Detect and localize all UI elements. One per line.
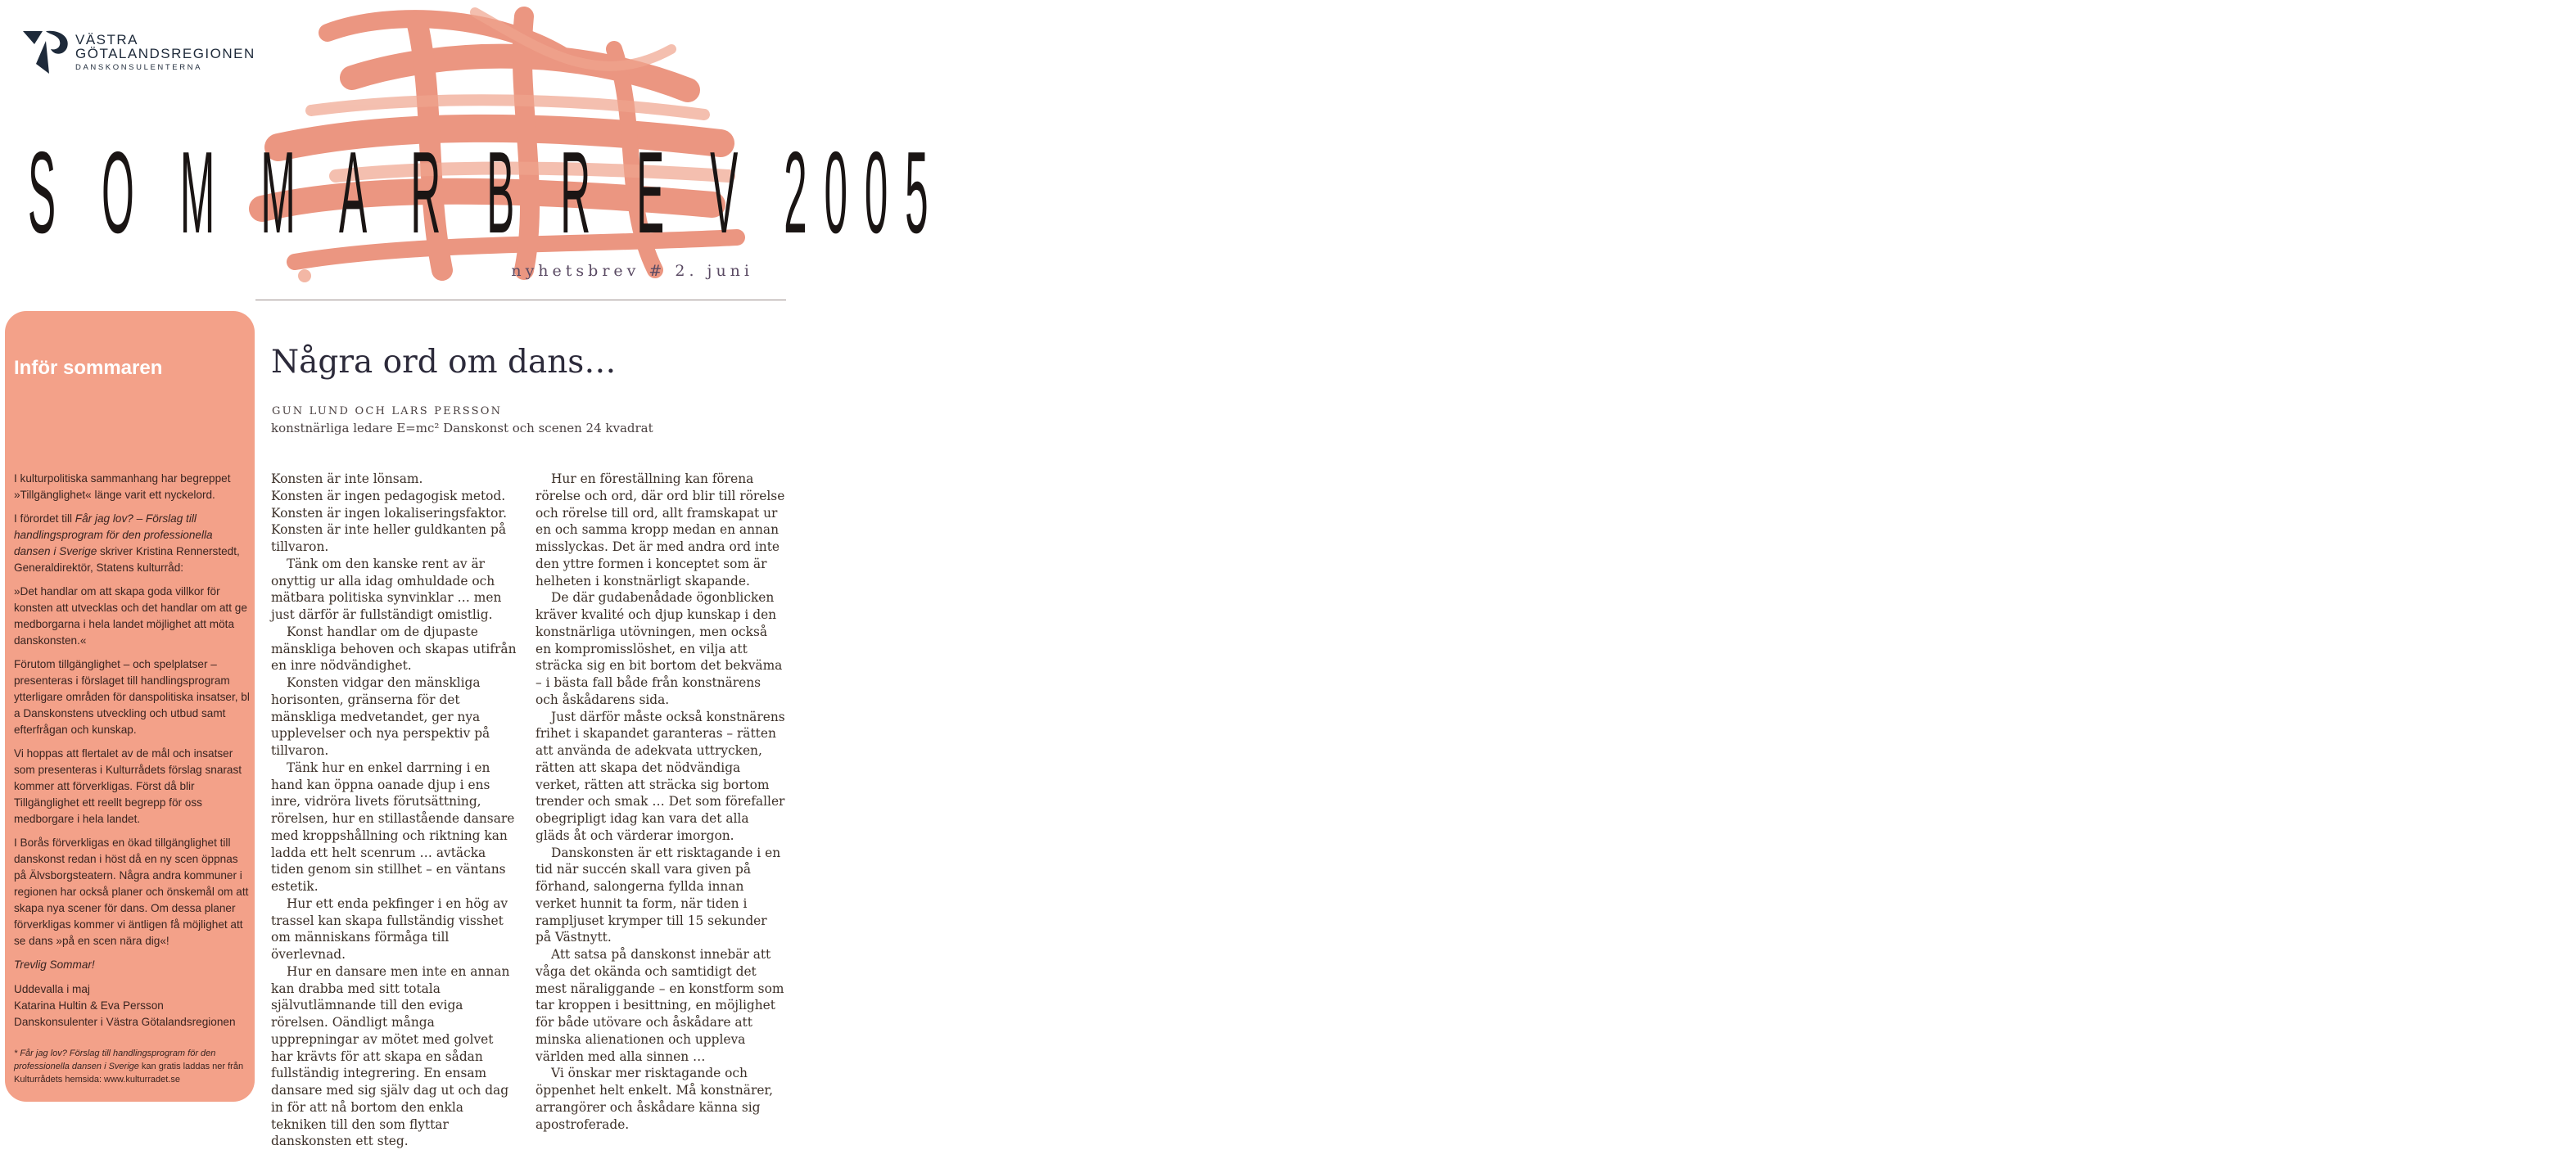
article-paragraph: Just därför måste också konstnärens frihet i skapandet garanteras – rätten att använda de adekvata uttrycken, rätten att skapa det nödvändiga verket, rätten att sträcka sig bortom trender och smak … Det som förefaller obegripligt idag kan vara det alla gläds åt och värderar imorgon. bbox=[536, 709, 785, 843]
signature-block bbox=[14, 981, 251, 1030]
sidebar-paragraph: Förutom tillgänglighet – och spelplatser – presenteras i förslaget till handlingsprogram ytterligare områden för danspolitiska insatser, bl a Danskonstens utveckling och utbud samt efterfrågan och kunskap. bbox=[14, 658, 250, 736]
article-paragraph: Danskonsten är ett risktagande i en tid när succén skall vara given på förhand, salongerna fyllda innan verket hunnit ta form, när tiden i rampljuset krymper till 15 sekunder på Västnytt. bbox=[536, 845, 781, 945]
article-paragraph: Konsten är inte heller guldkanten på tillvaron. bbox=[271, 522, 507, 554]
sidebar-title: Inför sommaren bbox=[14, 357, 163, 379]
article-paragraph: Tänk hur en enkel darrning i en hand kan öppna oanade djup i ens inre, vidröra livets förutsättning, rörelsen, hur en stillastående dansare med kroppshållning och riktning kan ladda ett helt scenrum … avtäcka tiden genom sin stillhet – en väntans estetik. bbox=[271, 760, 515, 894]
sidebar-greeting: Trevlig Sommar! bbox=[14, 958, 95, 971]
organization-logo bbox=[21, 26, 255, 74]
sidebar-panel bbox=[5, 311, 255, 1102]
masthead-title: S O M M A R B R E V 2005 bbox=[28, 128, 946, 258]
logo-text-gotalandsregionen: GÖTALANDSREGIONEN bbox=[75, 46, 255, 61]
sidebar-footnote: * Får jag lov? Förslag till handlingsprogram för den professionella dansen i Sverige kan gratis laddas ner från Kulturrådets hemsida: www.kulturradet.se bbox=[14, 1049, 244, 1085]
article-paragraph: Tänk om den kanske rent av är onyttig ur alla idag omhuldade och mätbara politiska synvinklar … men just därför är fullständigt omistlig. bbox=[271, 556, 502, 622]
article-paragraph: Att satsa på danskonst innebär att våga det okända och samtidigt det mest näraliggande – en konstform som tar kroppen i besittning, en möjlighet för både utövare och åskådare att minska alienationen och uppleva världen med alla sinnen … bbox=[536, 947, 784, 1064]
article-title: Några ord om dans… bbox=[271, 344, 617, 381]
article-column-1 bbox=[271, 471, 517, 1150]
article-subtitle: konstnärliga ledare E=mc² Danskonst och scenen 24 kvadrat bbox=[271, 421, 653, 435]
vastra-gotaland-logo-icon bbox=[21, 26, 72, 74]
article-column-2 bbox=[536, 471, 786, 1133]
signature-names: Katarina Hultin & Eva Persson bbox=[14, 999, 164, 1012]
logo-text-danskonsulenterna: DANSKONSULENTERNA bbox=[75, 63, 203, 72]
sidebar-paragraph: Vi hoppas att flertalet av de mål och insatser som presenteras i Kulturrådets förslag snarast kommer att förverkligas. Först då blir Tillgänglighet ett reellt begrepp för oss medborgare i hela landet. bbox=[14, 747, 242, 825]
sidebar-paragraph: I Borås förverkligas en ökad tillgänglighet till danskonst redan i höst då en ny scen öppnas på Älvsborgsteatern. Några andra kommuner i regionen har också planer och önskemål om att skapa nya scener för dans. Om dessa planer förverkligas kommer vi äntligen få möjlighet att se dans »på en scen nära dig«! bbox=[14, 837, 249, 947]
sidebar-paragraph: I kulturpolitiska sammanhang har begreppet »Tillgänglighet« länge varit ett nyckelord. bbox=[14, 472, 231, 501]
article-paragraph: Konsten är ingen pedagogisk metod. bbox=[271, 488, 506, 503]
article-paragraph: Konst handlar om de djupaste mänskliga behoven och skapas utifrån en inre nödvändighet. bbox=[271, 624, 517, 674]
signature-role: Danskonsulenter i Västra Götalandsregionen bbox=[14, 1016, 236, 1028]
signature-place: Uddevalla i maj bbox=[14, 983, 90, 995]
article-paragraph: Hur en föreställning kan förena rörelse och ord, där ord blir till rörelse och rörelse till ord, allt framskapat ur en och samma kropp medan en annan misslyckas. Det är med andra ord inte den yttre formen i konceptet som är helheten i konstnärligt skapande. bbox=[536, 471, 785, 589]
article-paragraph: Hur ett enda pekfinger i en hög av trassel kan skapa fullständig visshet om människans förmåga till överlevnad. bbox=[271, 895, 508, 962]
article-paragraph: Hur en dansare men inte en annan kan drabba med sitt totala självutlämnande till den eviga rörelsen. Oändligt många upprepningar av mötet med golvet har krävts för att skapa en sådan fullständig integrering. En ensam dansare med sig själv dag ut och dag in för att nå bortom den enkla tekniken till den som flyttar danskonsten ett steg. bbox=[271, 963, 510, 1149]
article-paragraph: De där gudabenådade ögonblicken kräver kvalité och djup kunskap i den konstnärliga utövningen, men också en kompromisslöshet, en vilja att sträcka sig en bit bortom det bekväma – i bästa fall både från konstnärens och åskådarens sida. bbox=[536, 590, 783, 707]
article-paragraph: Konsten är ingen lokaliseringsfaktor. bbox=[271, 505, 507, 521]
article-paragraph: Konsten vidgar den mänskliga horisonten, gränserna för det mänskliga medvetandet, ger nya upplevelser och nya perspektiv på tillvaron. bbox=[271, 675, 490, 758]
sidebar-paragraph: I förordet till Får jag lov? – Förslag till handlingsprogram för den professionella dansen i Sverige skriver Kristina Rennerstedt, Generaldirektör, Statens kulturråd: bbox=[14, 512, 240, 574]
article-byline: GUN LUND OCH LARS PERSSON bbox=[272, 405, 503, 417]
article-paragraph: Vi önskar mer risktagande och öppenhet helt enkelt. Må konstnärer, arrangörer och åskådare känna sig apostroferade. bbox=[536, 1066, 773, 1132]
article-paragraph: Konsten är inte lönsam. bbox=[271, 471, 423, 486]
sidebar-quote: »Det handlar om att skapa goda villkor för konsten att utvecklas och det handlar om att ge medborgarna i hela landet möjlighet att möta danskonsten.« bbox=[14, 585, 247, 647]
issue-label: nyhetsbrev # 2. juni bbox=[511, 262, 753, 280]
sidebar-body bbox=[14, 471, 251, 1030]
logo-text-vastra: VÄSTRA bbox=[75, 32, 139, 47]
